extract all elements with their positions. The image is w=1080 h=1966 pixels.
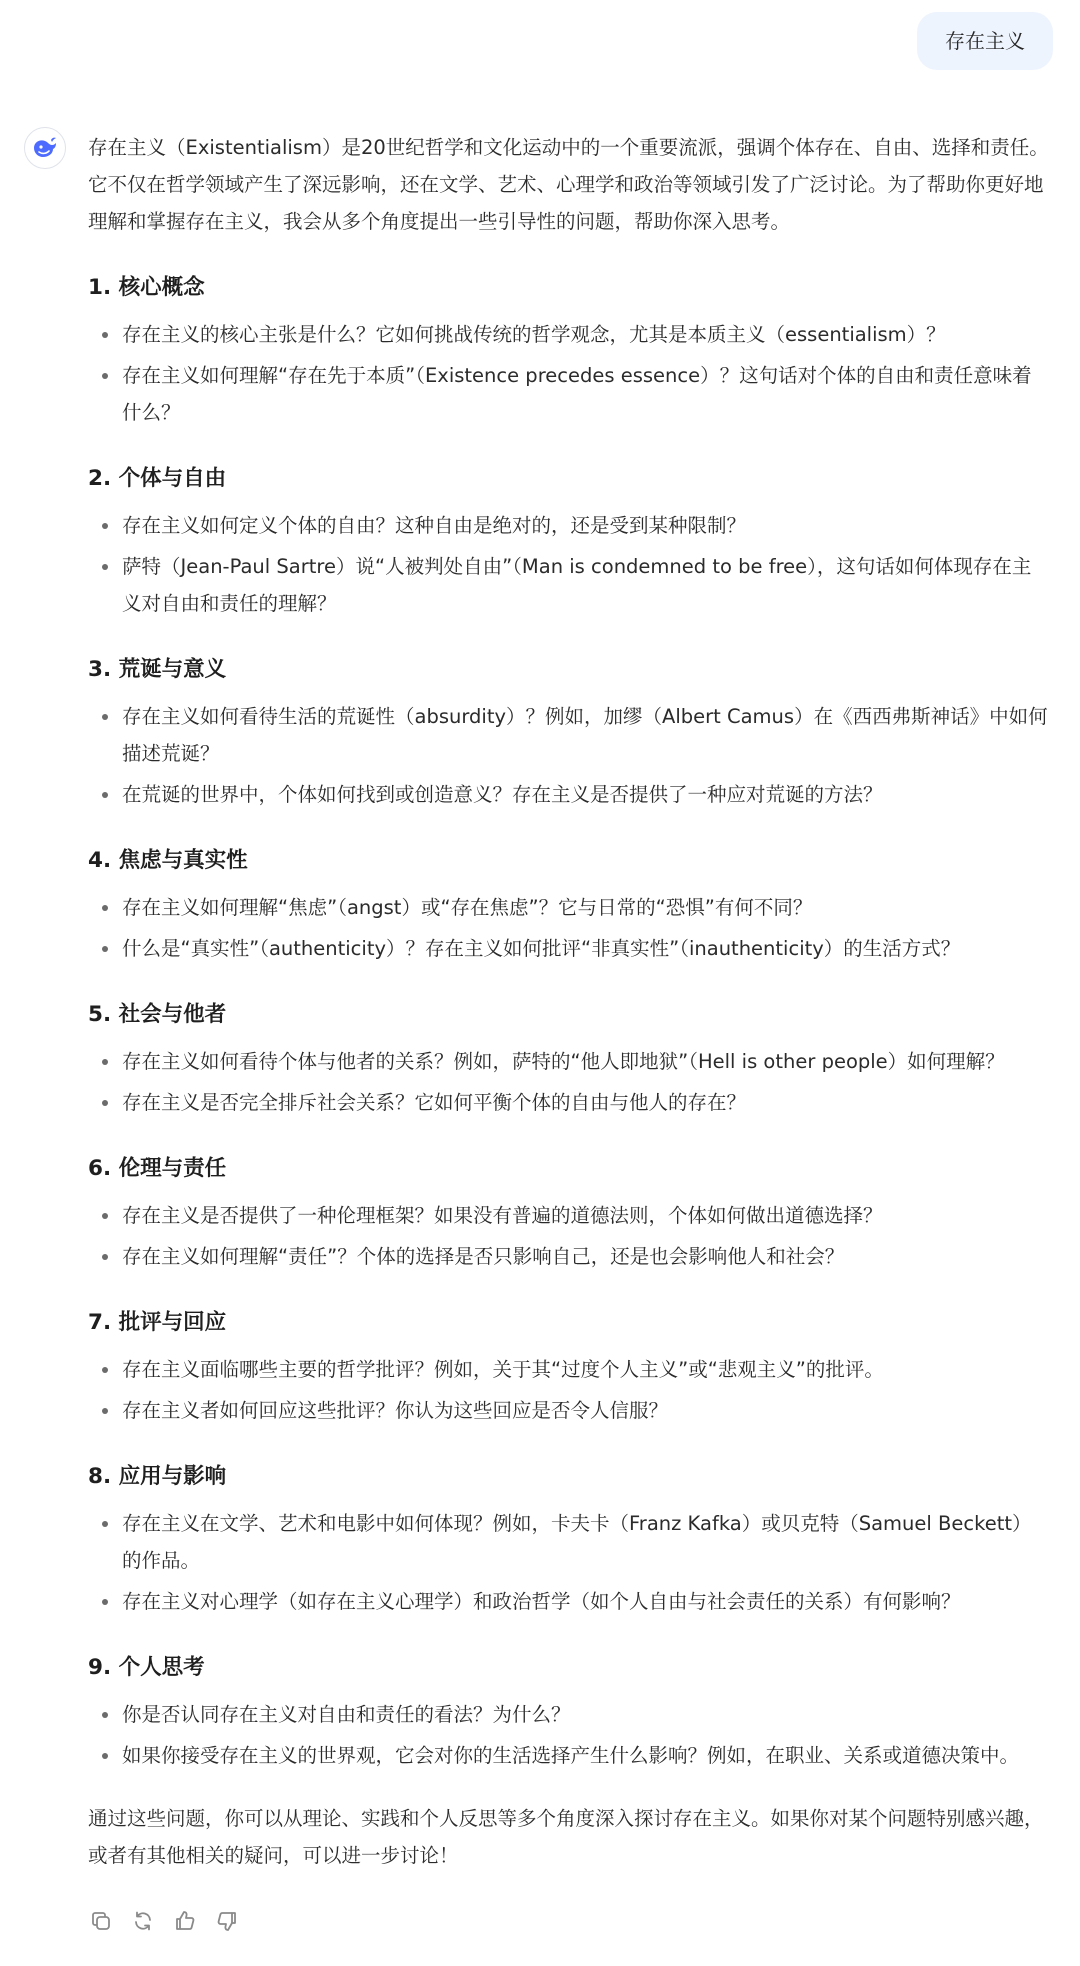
bullet-item: 存在主义如何理解“责任”？个体的选择是否只影响自己，还是也会影响他人和社会？ xyxy=(88,1238,1050,1275)
thumbs-up-icon xyxy=(173,1909,197,1933)
thumbs-down-button[interactable] xyxy=(212,1906,242,1936)
section-heading: 8. 应用与影响 xyxy=(88,1464,227,1489)
thumbs-up-button[interactable] xyxy=(170,1906,200,1936)
bullet-item: 存在主义面临哪些主要的哲学批评？例如，关于其“过度个人主义”或“悲观主义”的批评。 xyxy=(88,1351,1050,1388)
assistant-message xyxy=(88,129,1050,1874)
section-heading: 7. 批评与回应 xyxy=(88,1310,227,1335)
bullet-item: 什么是“真实性”（authenticity）？存在主义如何批评“非真实性”（inauthenticity）的生活方式？ xyxy=(88,930,1050,967)
section-heading: 3. 荒诞与意义 xyxy=(88,657,227,682)
bullet-list xyxy=(88,1696,1050,1774)
bullet-item: 你是否认同存在主义对自由和责任的看法？为什么？ xyxy=(88,1696,1050,1733)
bullet-list xyxy=(88,507,1050,622)
bullet-item: 萨特（Jean-Paul Sartre）说“人被判处自由”（Man is condemned to be free），这句话如何体现存在主义对自由和责任的理解？ xyxy=(88,548,1050,622)
bullet-item: 存在主义如何理解“焦虑”（angst）或“存在焦虑”？它与日常的“恐惧”有何不同？ xyxy=(88,889,1050,926)
thumbs-down-icon xyxy=(215,1909,239,1933)
regenerate-button[interactable] xyxy=(128,1906,158,1936)
bullet-list xyxy=(88,1043,1050,1121)
bullet-item: 存在主义是否提供了一种伦理框架？如果没有普遍的道德法则，个体如何做出道德选择？ xyxy=(88,1197,1050,1234)
intro-paragraph: 存在主义（Existentialism）是20世纪哲学和文化运动中的一个重要流派，强调个体存在、自由、选择和责任。它不仅在哲学领域产生了深远影响，还在文学、艺术、心理学和政治等领域引发了广泛讨论。为了帮助你更好地理解和掌握存在主义，我会从多个角度提出一些引导性的问题，帮助你深入思考。 xyxy=(88,136,1049,233)
section-heading: 5. 社会与他者 xyxy=(88,1002,227,1027)
bullet-item: 存在主义对心理学（如存在主义心理学）和政治哲学（如个人自由与社会责任的关系）有何影响？ xyxy=(88,1583,1050,1620)
user-message-bubble: 存在主义 xyxy=(917,12,1053,70)
assistant-avatar xyxy=(24,127,66,169)
bullet-item: 存在主义如何理解“存在先于本质”（Existence precedes essence）？这句话对个体的自由和责任意味着什么？ xyxy=(88,357,1050,431)
sections-container xyxy=(88,270,1050,1774)
bullet-item: 存在主义如何看待个体与他者的关系？例如，萨特的“他人即地狱”（Hell is other people）如何理解？ xyxy=(88,1043,1050,1080)
bullet-item: 存在主义在文学、艺术和电影中如何体现？例如，卡夫卡（Franz Kafka）或贝克特（Samuel Beckett）的作品。 xyxy=(88,1505,1050,1579)
bullet-item: 在荒诞的世界中，个体如何找到或创造意义？存在主义是否提供了一种应对荒诞的方法？ xyxy=(88,776,1050,813)
bullet-list xyxy=(88,316,1050,431)
bullet-list xyxy=(88,1505,1050,1620)
copy-icon xyxy=(89,1909,113,1933)
section-heading: 4. 焦虑与真实性 xyxy=(88,848,248,873)
bullet-list xyxy=(88,1197,1050,1275)
section-heading: 9. 个人思考 xyxy=(88,1655,205,1680)
section-heading: 6. 伦理与责任 xyxy=(88,1156,227,1181)
bullet-item: 存在主义如何看待生活的荒诞性（absurdity）？例如，加缪（Albert Camus）在《西西弗斯神话》中如何描述荒诞？ xyxy=(88,698,1050,772)
bullet-list xyxy=(88,889,1050,967)
bullet-list xyxy=(88,698,1050,813)
regenerate-icon xyxy=(131,1909,155,1933)
whale-logo-icon xyxy=(31,134,59,162)
copy-button[interactable] xyxy=(86,1906,116,1936)
bullet-item: 如果你接受存在主义的世界观，它会对你的生活选择产生什么影响？例如，在职业、关系或道德决策中。 xyxy=(88,1737,1050,1774)
bullet-item: 存在主义是否完全排斥社会关系？它如何平衡个体的自由与他人的存在？ xyxy=(88,1084,1050,1121)
outro-paragraph: 通过这些问题，你可以从理论、实践和个人反思等多个角度深入探讨存在主义。如果你对某个问题特别感兴趣，或者有其他相关的疑问，可以进一步讨论！ xyxy=(88,1807,1044,1867)
bullet-item: 存在主义的核心主张是什么？它如何挑战传统的哲学观念，尤其是本质主义（essentialism）？ xyxy=(88,316,1050,353)
section-heading: 2. 个体与自由 xyxy=(88,466,227,491)
bullet-list xyxy=(88,1351,1050,1429)
bullet-item: 存在主义如何定义个体的自由？这种自由是绝对的，还是受到某种限制？ xyxy=(88,507,1050,544)
message-actions xyxy=(86,1906,242,1936)
section-heading: 1. 核心概念 xyxy=(88,275,205,300)
bullet-item: 存在主义者如何回应这些批评？你认为这些回应是否令人信服？ xyxy=(88,1392,1050,1429)
